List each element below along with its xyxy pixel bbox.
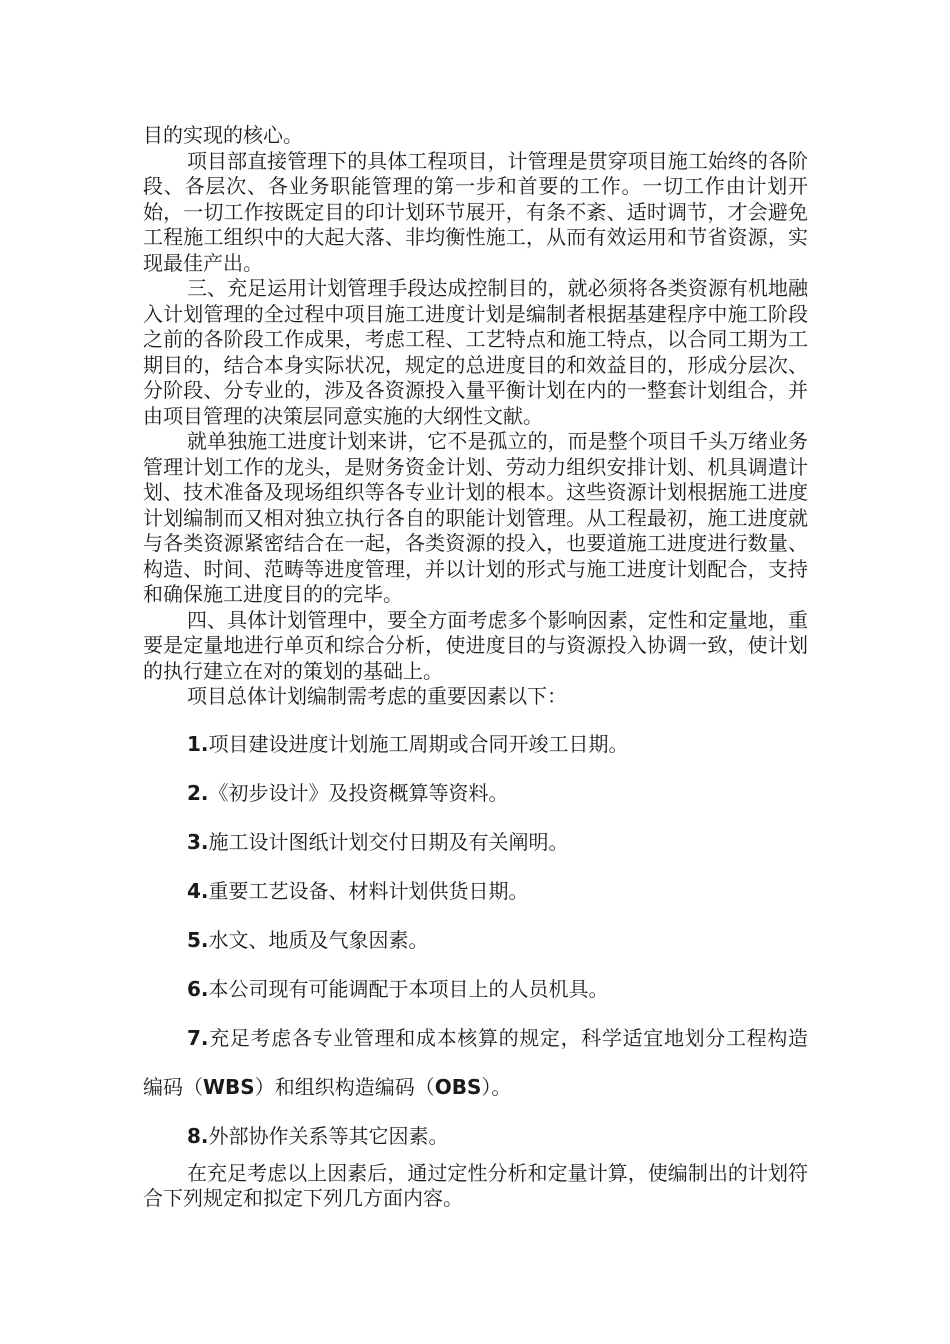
list-item-text: 外部协作关系等其它因素。	[208, 1123, 449, 1148]
document-body	[143, 123, 808, 1212]
list-item-number: 8.	[187, 1123, 209, 1148]
paragraph-factors-intro: 项目总体计划编制需考虑的重要因素以下：	[187, 684, 567, 708]
list-item	[143, 769, 808, 818]
list-item-text: 水文、地质及气象因素。	[208, 927, 429, 952]
list-item-text: ）和组织构造编码（	[254, 1074, 435, 1099]
list-item	[143, 1112, 808, 1161]
list-item-text: 施工设计图纸计划交付日期及有关阐明。	[208, 829, 569, 854]
paragraph-conclusion: 在充足考虑以上因素后，通过定性分析和定量计算，使编制出的计划符合下列规定和拟定下列几方面内容。	[143, 1160, 808, 1210]
list-item-text: 项目建设进度计划施工周期或合同开竣工日期。	[208, 731, 629, 756]
list-item-number: 2.	[187, 780, 209, 805]
list-item-text: 《初步设计》及投资概算等资料。	[208, 780, 509, 805]
list-item	[143, 1014, 808, 1112]
list-item	[143, 720, 808, 769]
paragraph-planning-management: 项目部直接管理下的具体工程项目，计管理是贯穿项目施工始终的各阶段、各层次、各业务职能管理的第一步和首要的工作。一切工作由计划开始，一切工作按既定目的印计划环节展开，有条不紊、适时调节，才会避免工程施工组织中的大起大落、非均衡性施工，从而有效运用和节省资源，实现最佳产出。	[143, 148, 808, 275]
list-item	[143, 965, 808, 1014]
list-item-number: 7.	[187, 1025, 209, 1050]
list-item	[143, 916, 808, 965]
list-item	[143, 818, 808, 867]
list-item-text: 重要工艺设备、材料计划供货日期。	[208, 878, 529, 903]
list-item-number: 3.	[187, 829, 209, 854]
list-item-number: 6.	[187, 976, 209, 1001]
spacer	[143, 710, 808, 720]
list-item-text: 充足考虑各专业管理和成本核算的规定，科学适宜地划分工程构造编码（	[143, 1025, 808, 1099]
list-item-number: 4.	[187, 878, 209, 903]
obs-abbreviation: OBS	[434, 1074, 482, 1099]
paragraph-section-four: 四、具体计划管理中，要全方面考虑多个影响因素，定性和定量地，重要是定量地进行单页和综合分析，使进度目的与资源投入协调一致，使计划的执行建立在对的策划的基础上。	[143, 607, 808, 683]
list-item-number: 5.	[187, 927, 209, 952]
list-item-number: 1.	[187, 731, 209, 756]
list-item-text: ）。	[481, 1074, 512, 1099]
paragraph-schedule-plan: 就单独施工进度计划来讲，它不是孤立的，而是整个项目千头万绪业务管理计划工作的龙头，是财务资金计划、劳动力组织安排计划、机具调遣计划、技术准备及现场组织等各专业计划的根本。这些资源计划根据施工进度计划编制而又相对独立执行各自的职能计划管理。从工程最初，施工进度就与各类资源紧密结合在一起，各类资源的投入，也要道施工进度进行数量、构造、时间、范畴等进度管理，并以计划的形式与施工进度计划配合，支持和确保施工进度目的的完毕。	[143, 429, 808, 606]
wbs-abbreviation: WBS	[203, 1074, 255, 1099]
list-item	[143, 867, 808, 916]
paragraph-section-three: 三、充足运用计划管理手段达成控制目的，就必须将各类资源有机地融入计划管理的全过程中项目施工进度计划是编制者根据基建程序中施工阶段之前的各阶段工作成果，考虑工程、工艺特点和施工特点，以合同工期为工期目的，结合本身实际状况，规定的总进度目的和效益目的，形成分层次、分阶段、分专业的，涉及各资源投入量平衡计划在内的一整套计划组合，并由项目管理的决策层同意实施的大纲性文献。	[143, 276, 808, 428]
paragraph-continuation: 目的实现的核心。	[143, 123, 303, 147]
list-item-text: 本公司现有可能调配于本项目上的人员机具。	[208, 976, 609, 1001]
